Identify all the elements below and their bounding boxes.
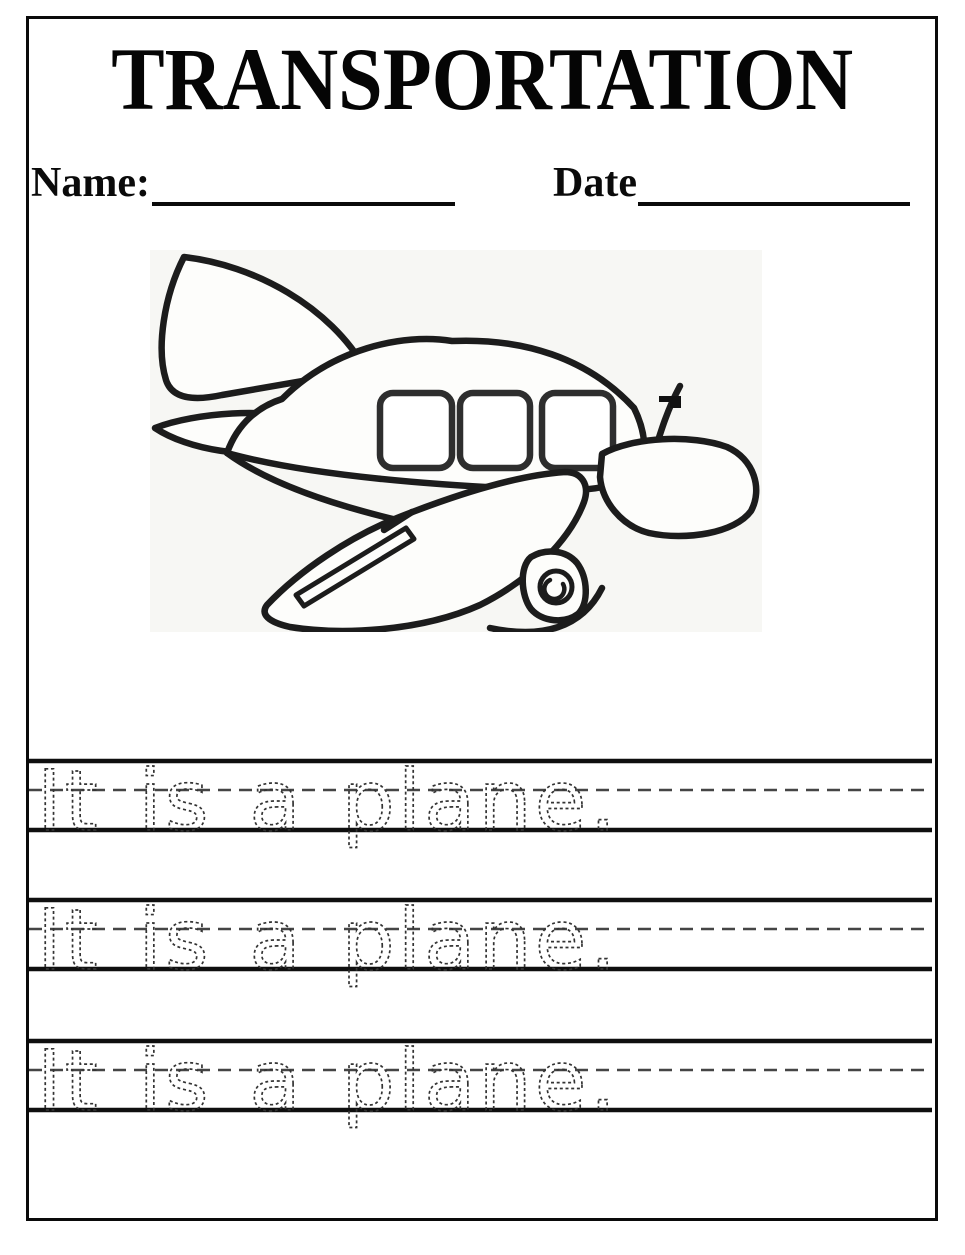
- date-label: Date: [553, 160, 637, 206]
- date-blank-line: [638, 202, 910, 206]
- airplane-svg: [150, 250, 762, 632]
- tracing-row: [29, 1023, 935, 1141]
- airplane-window: [380, 393, 452, 468]
- tracing-sentence: It is a plane.: [37, 1032, 620, 1130]
- name-blank-line: [152, 202, 455, 206]
- name-label: Name:: [31, 160, 150, 206]
- tracing-sentence: It is a plane.: [37, 891, 620, 989]
- tracing-sentence: It is a plane.: [37, 752, 620, 850]
- airplane-nose: [600, 439, 756, 536]
- airplane-window: [460, 393, 530, 468]
- title-row: [26, 31, 938, 129]
- worksheet-title: TRANSPORTATION: [111, 31, 853, 129]
- airplane-engine: [523, 551, 586, 620]
- tracing-row: [29, 882, 935, 1000]
- airplane-illustration: [150, 250, 762, 632]
- tracing-row: [29, 743, 935, 861]
